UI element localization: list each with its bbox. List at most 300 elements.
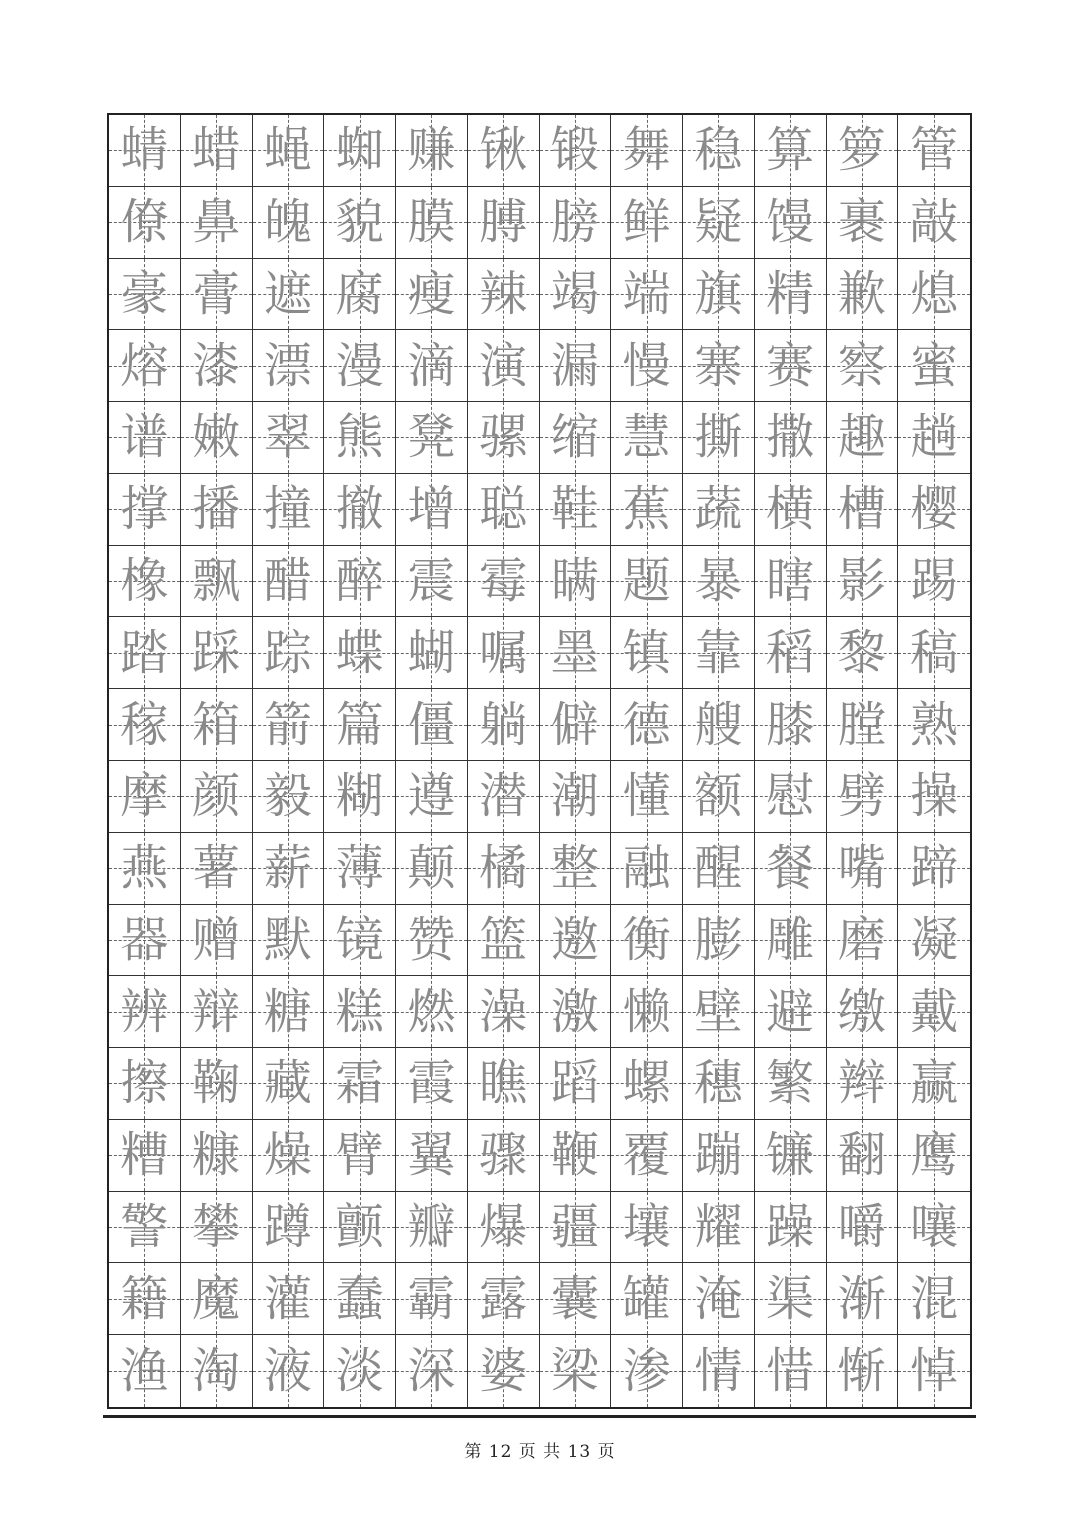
practice-character: 靠 bbox=[694, 624, 743, 681]
grid-cell bbox=[468, 976, 540, 1048]
grid-cell bbox=[827, 976, 899, 1048]
practice-character: 燥 bbox=[263, 1127, 312, 1184]
practice-character: 赠 bbox=[192, 911, 241, 968]
practice-character: 露 bbox=[479, 1270, 528, 1327]
grid-cell bbox=[181, 1335, 253, 1407]
grid-cell bbox=[611, 1048, 683, 1120]
practice-character: 劈 bbox=[837, 768, 886, 825]
grid-cell bbox=[324, 115, 396, 187]
grid-cell bbox=[109, 1335, 181, 1407]
practice-character: 赞 bbox=[407, 911, 456, 968]
grid-cell bbox=[611, 1335, 683, 1407]
grid-cell bbox=[396, 833, 468, 905]
grid-cell bbox=[683, 402, 755, 474]
grid-cell bbox=[396, 761, 468, 833]
practice-character: 镇 bbox=[622, 624, 671, 681]
grid-cell bbox=[827, 761, 899, 833]
practice-character: 辫 bbox=[837, 1055, 886, 1112]
practice-character: 横 bbox=[766, 481, 815, 538]
grid-cell bbox=[611, 259, 683, 331]
practice-character: 篇 bbox=[335, 696, 384, 753]
grid-cell bbox=[898, 1120, 970, 1192]
grid-cell bbox=[253, 976, 325, 1048]
grid-cell bbox=[396, 115, 468, 187]
practice-character: 衡 bbox=[622, 911, 671, 968]
practice-character: 僵 bbox=[407, 696, 456, 753]
practice-character: 整 bbox=[550, 840, 599, 897]
grid-cell bbox=[109, 402, 181, 474]
grid-cell bbox=[396, 187, 468, 259]
grid-cell bbox=[396, 1048, 468, 1120]
grid-cell bbox=[181, 402, 253, 474]
practice-character: 慧 bbox=[622, 409, 671, 466]
grid-cell bbox=[181, 689, 253, 761]
practice-character: 锻 bbox=[550, 122, 599, 179]
practice-character: 踩 bbox=[192, 624, 241, 681]
grid-cell bbox=[396, 1335, 468, 1407]
grid-cell bbox=[396, 617, 468, 689]
grid-cell bbox=[683, 1192, 755, 1264]
practice-character: 悼 bbox=[910, 1343, 959, 1400]
practice-character: 醋 bbox=[263, 553, 312, 610]
grid-cell bbox=[109, 976, 181, 1048]
practice-character: 德 bbox=[622, 696, 671, 753]
practice-character: 默 bbox=[263, 911, 312, 968]
grid-cell bbox=[468, 259, 540, 331]
practice-character: 赢 bbox=[910, 1055, 959, 1112]
practice-character: 漏 bbox=[550, 337, 599, 394]
grid-cell bbox=[827, 1120, 899, 1192]
practice-character: 熊 bbox=[335, 409, 384, 466]
grid-cell bbox=[253, 1120, 325, 1192]
practice-character: 操 bbox=[910, 768, 959, 825]
practice-character: 箭 bbox=[263, 696, 312, 753]
grid-cell bbox=[898, 115, 970, 187]
grid-cell bbox=[468, 1120, 540, 1192]
grid-cell bbox=[181, 617, 253, 689]
grid-cell bbox=[468, 546, 540, 618]
practice-character: 瞧 bbox=[479, 1055, 528, 1112]
grid-cell bbox=[898, 546, 970, 618]
practice-character: 籍 bbox=[120, 1270, 169, 1327]
grid-cell bbox=[827, 1335, 899, 1407]
practice-character: 瓣 bbox=[407, 1199, 456, 1256]
grid-cell bbox=[540, 1192, 612, 1264]
grid-cell bbox=[683, 1263, 755, 1335]
practice-character: 撕 bbox=[694, 409, 743, 466]
grid-cell bbox=[755, 187, 827, 259]
grid-cell bbox=[827, 115, 899, 187]
practice-character: 壤 bbox=[622, 1199, 671, 1256]
footer-divider bbox=[103, 1415, 976, 1418]
practice-character: 遮 bbox=[263, 265, 312, 322]
practice-character: 竭 bbox=[550, 265, 599, 322]
grid-cell bbox=[109, 761, 181, 833]
grid-cell bbox=[324, 1263, 396, 1335]
grid-cell bbox=[683, 187, 755, 259]
practice-character: 馒 bbox=[766, 194, 815, 251]
practice-character: 颜 bbox=[192, 768, 241, 825]
grid-cell bbox=[827, 259, 899, 331]
grid-cell bbox=[755, 1263, 827, 1335]
practice-character: 翼 bbox=[407, 1127, 456, 1184]
practice-character: 瘦 bbox=[407, 265, 456, 322]
grid-cell bbox=[253, 1263, 325, 1335]
grid-cell bbox=[898, 1263, 970, 1335]
grid-cell bbox=[468, 330, 540, 402]
practice-character: 膨 bbox=[694, 911, 743, 968]
grid-cell bbox=[898, 833, 970, 905]
grid-cell bbox=[827, 330, 899, 402]
practice-character: 霜 bbox=[335, 1055, 384, 1112]
practice-character: 蔬 bbox=[694, 481, 743, 538]
practice-character: 橡 bbox=[120, 553, 169, 610]
practice-character: 毅 bbox=[263, 768, 312, 825]
practice-character: 餐 bbox=[766, 840, 815, 897]
grid-cell bbox=[396, 1120, 468, 1192]
grid-cell bbox=[396, 689, 468, 761]
grid-cell bbox=[181, 1192, 253, 1264]
practice-character: 增 bbox=[407, 481, 456, 538]
practice-character: 暴 bbox=[694, 553, 743, 610]
practice-character: 貌 bbox=[335, 194, 384, 251]
grid-cell bbox=[396, 330, 468, 402]
grid-cell bbox=[683, 115, 755, 187]
practice-character: 糟 bbox=[120, 1127, 169, 1184]
practice-character: 薄 bbox=[335, 840, 384, 897]
grid-cell bbox=[253, 833, 325, 905]
grid-cell bbox=[683, 761, 755, 833]
practice-character: 篮 bbox=[479, 911, 528, 968]
grid-cell bbox=[611, 330, 683, 402]
grid-cell bbox=[324, 689, 396, 761]
grid-cell bbox=[611, 474, 683, 546]
practice-character: 渐 bbox=[837, 1270, 886, 1327]
grid-cell bbox=[181, 259, 253, 331]
practice-character: 僚 bbox=[120, 194, 169, 251]
practice-character: 踏 bbox=[120, 624, 169, 681]
grid-cell bbox=[683, 976, 755, 1048]
practice-character: 蹲 bbox=[263, 1199, 312, 1256]
grid-cell bbox=[468, 1192, 540, 1264]
practice-character: 鹰 bbox=[910, 1127, 959, 1184]
grid-cell bbox=[253, 546, 325, 618]
grid-cell bbox=[540, 1048, 612, 1120]
practice-character: 警 bbox=[120, 1199, 169, 1256]
grid-cell bbox=[324, 1048, 396, 1120]
practice-character: 嚼 bbox=[837, 1199, 886, 1256]
practice-character: 赛 bbox=[766, 337, 815, 394]
grid-cell bbox=[755, 546, 827, 618]
practice-character: 摩 bbox=[120, 768, 169, 825]
grid-cell bbox=[468, 115, 540, 187]
grid-cell bbox=[181, 761, 253, 833]
practice-character: 液 bbox=[263, 1343, 312, 1400]
grid-cell bbox=[898, 1048, 970, 1120]
practice-character: 膀 bbox=[550, 194, 599, 251]
grid-cell bbox=[755, 330, 827, 402]
practice-character: 鲜 bbox=[622, 194, 671, 251]
practice-character: 擦 bbox=[120, 1055, 169, 1112]
grid-cell bbox=[540, 187, 612, 259]
practice-character: 攀 bbox=[192, 1199, 241, 1256]
grid-cell bbox=[755, 689, 827, 761]
grid-cell bbox=[109, 905, 181, 977]
practice-character: 混 bbox=[910, 1270, 959, 1327]
practice-character: 蝴 bbox=[407, 624, 456, 681]
grid-cell bbox=[611, 905, 683, 977]
grid-cell bbox=[253, 1192, 325, 1264]
grid-cell bbox=[109, 259, 181, 331]
grid-cell bbox=[611, 689, 683, 761]
practice-character: 震 bbox=[407, 553, 456, 610]
grid-cell bbox=[253, 187, 325, 259]
grid-cell bbox=[253, 905, 325, 977]
practice-character: 裹 bbox=[837, 194, 886, 251]
practice-character: 邀 bbox=[550, 911, 599, 968]
practice-character: 趣 bbox=[837, 409, 886, 466]
practice-character: 翠 bbox=[263, 409, 312, 466]
practice-character: 镜 bbox=[335, 911, 384, 968]
practice-character: 辣 bbox=[479, 265, 528, 322]
grid-cell bbox=[468, 1335, 540, 1407]
practice-character: 熄 bbox=[910, 265, 959, 322]
practice-character: 膏 bbox=[192, 265, 241, 322]
practice-character: 淹 bbox=[694, 1270, 743, 1327]
grid-cell bbox=[540, 761, 612, 833]
practice-character: 豪 bbox=[120, 265, 169, 322]
grid-cell bbox=[540, 617, 612, 689]
grid-cell bbox=[253, 330, 325, 402]
grid-cell bbox=[611, 1120, 683, 1192]
grid-cell bbox=[683, 617, 755, 689]
grid-cell bbox=[181, 546, 253, 618]
practice-character: 繁 bbox=[766, 1055, 815, 1112]
practice-character: 演 bbox=[479, 337, 528, 394]
practice-character: 耀 bbox=[694, 1199, 743, 1256]
practice-character: 慰 bbox=[766, 768, 815, 825]
grid-cell bbox=[181, 1263, 253, 1335]
practice-character: 霉 bbox=[479, 553, 528, 610]
grid-cell bbox=[181, 976, 253, 1048]
grid-cell bbox=[755, 976, 827, 1048]
practice-character: 锹 bbox=[479, 122, 528, 179]
practice-character: 额 bbox=[694, 768, 743, 825]
grid-cell bbox=[324, 617, 396, 689]
grid-cell bbox=[181, 115, 253, 187]
grid-cell bbox=[611, 833, 683, 905]
grid-cell bbox=[181, 905, 253, 977]
grid-cell bbox=[611, 115, 683, 187]
grid-cell bbox=[827, 617, 899, 689]
grid-cell bbox=[396, 402, 468, 474]
practice-character: 聪 bbox=[479, 481, 528, 538]
grid-cell bbox=[396, 474, 468, 546]
practice-character: 稼 bbox=[120, 696, 169, 753]
practice-character: 醒 bbox=[694, 840, 743, 897]
grid-cell bbox=[468, 187, 540, 259]
grid-cell bbox=[827, 905, 899, 977]
grid-cell bbox=[611, 761, 683, 833]
grid-cell bbox=[324, 1335, 396, 1407]
practice-character: 蹦 bbox=[694, 1127, 743, 1184]
practice-character: 潜 bbox=[479, 768, 528, 825]
practice-character: 囊 bbox=[550, 1270, 599, 1327]
grid-cell bbox=[468, 402, 540, 474]
grid-cell bbox=[468, 833, 540, 905]
practice-character: 颤 bbox=[335, 1199, 384, 1256]
practice-character: 嘴 bbox=[837, 840, 886, 897]
practice-character: 懒 bbox=[622, 983, 671, 1040]
practice-character: 踪 bbox=[263, 624, 312, 681]
practice-character: 澡 bbox=[479, 983, 528, 1040]
grid-cell bbox=[827, 689, 899, 761]
grid-cell bbox=[324, 1120, 396, 1192]
practice-character: 算 bbox=[766, 122, 815, 179]
grid-cell bbox=[181, 187, 253, 259]
practice-character: 歉 bbox=[837, 265, 886, 322]
grid-cell bbox=[898, 474, 970, 546]
practice-character: 稻 bbox=[766, 624, 815, 681]
grid-cell bbox=[683, 833, 755, 905]
grid-cell bbox=[611, 976, 683, 1048]
grid-cell bbox=[540, 905, 612, 977]
grid-cell bbox=[755, 905, 827, 977]
practice-character: 腐 bbox=[335, 265, 384, 322]
grid-cell bbox=[755, 1120, 827, 1192]
practice-character: 槽 bbox=[837, 481, 886, 538]
practice-character: 躁 bbox=[766, 1199, 815, 1256]
practice-character: 膝 bbox=[766, 696, 815, 753]
practice-character: 糖 bbox=[263, 983, 312, 1040]
practice-character: 醉 bbox=[335, 553, 384, 610]
grid-cell bbox=[396, 905, 468, 977]
practice-character: 瞎 bbox=[766, 553, 815, 610]
practice-character: 深 bbox=[407, 1343, 456, 1400]
grid-cell bbox=[540, 689, 612, 761]
practice-character: 播 bbox=[192, 481, 241, 538]
character-practice-grid bbox=[107, 113, 972, 1409]
practice-character: 渗 bbox=[622, 1343, 671, 1400]
practice-character: 颠 bbox=[407, 840, 456, 897]
practice-character: 撞 bbox=[263, 481, 312, 538]
grid-cell bbox=[827, 1192, 899, 1264]
grid-cell bbox=[253, 402, 325, 474]
practice-character: 罐 bbox=[622, 1270, 671, 1327]
practice-character: 缴 bbox=[837, 983, 886, 1040]
grid-cell bbox=[898, 689, 970, 761]
grid-cell bbox=[324, 546, 396, 618]
grid-cell bbox=[468, 761, 540, 833]
grid-cell bbox=[109, 187, 181, 259]
grid-cell bbox=[683, 330, 755, 402]
grid-cell bbox=[396, 259, 468, 331]
practice-character: 惭 bbox=[837, 1343, 886, 1400]
practice-character: 蝇 bbox=[263, 122, 312, 179]
grid-cell bbox=[898, 187, 970, 259]
practice-character: 燃 bbox=[407, 983, 456, 1040]
grid-cell bbox=[109, 115, 181, 187]
practice-character: 梁 bbox=[550, 1343, 599, 1400]
practice-character: 覆 bbox=[622, 1127, 671, 1184]
grid-cell bbox=[468, 689, 540, 761]
practice-character: 懂 bbox=[622, 768, 671, 825]
grid-cell bbox=[324, 833, 396, 905]
grid-cell bbox=[827, 546, 899, 618]
practice-character: 影 bbox=[837, 553, 886, 610]
practice-character: 婆 bbox=[479, 1343, 528, 1400]
practice-character: 撤 bbox=[335, 481, 384, 538]
grid-cell bbox=[683, 689, 755, 761]
practice-character: 慢 bbox=[622, 337, 671, 394]
grid-cell bbox=[540, 1335, 612, 1407]
practice-character: 惜 bbox=[766, 1343, 815, 1400]
practice-character: 嘱 bbox=[479, 624, 528, 681]
grid-cell bbox=[540, 546, 612, 618]
practice-character: 磨 bbox=[837, 911, 886, 968]
grid-cell bbox=[468, 1263, 540, 1335]
practice-character: 蠢 bbox=[335, 1270, 384, 1327]
grid-cell bbox=[109, 1120, 181, 1192]
grid-cell bbox=[755, 402, 827, 474]
practice-character: 管 bbox=[910, 122, 959, 179]
practice-character: 滴 bbox=[407, 337, 456, 394]
practice-character: 敲 bbox=[910, 194, 959, 251]
practice-character: 漫 bbox=[335, 337, 384, 394]
practice-character: 箱 bbox=[192, 696, 241, 753]
practice-character: 蜡 bbox=[192, 122, 241, 179]
grid-cell bbox=[396, 976, 468, 1048]
practice-character: 遵 bbox=[407, 768, 456, 825]
grid-cell bbox=[827, 474, 899, 546]
grid-cell bbox=[468, 474, 540, 546]
grid-cell bbox=[755, 761, 827, 833]
practice-character: 蜘 bbox=[335, 122, 384, 179]
grid-cell bbox=[898, 402, 970, 474]
grid-cell bbox=[755, 259, 827, 331]
grid-cell bbox=[109, 474, 181, 546]
grid-cell bbox=[253, 259, 325, 331]
grid-cell bbox=[253, 1048, 325, 1120]
practice-character: 辨 bbox=[120, 983, 169, 1040]
grid-cell bbox=[109, 833, 181, 905]
practice-character: 疆 bbox=[550, 1199, 599, 1256]
practice-character: 辩 bbox=[192, 983, 241, 1040]
practice-character: 魄 bbox=[263, 194, 312, 251]
grid-cell bbox=[253, 689, 325, 761]
practice-character: 潮 bbox=[550, 768, 599, 825]
grid-cell bbox=[683, 905, 755, 977]
grid-cell bbox=[324, 761, 396, 833]
grid-cell bbox=[253, 761, 325, 833]
grid-cell bbox=[683, 474, 755, 546]
grid-cell bbox=[540, 115, 612, 187]
practice-character: 瞒 bbox=[550, 553, 599, 610]
practice-character: 熟 bbox=[910, 696, 959, 753]
grid-cell bbox=[324, 976, 396, 1048]
practice-character: 嚷 bbox=[910, 1199, 959, 1256]
practice-character: 蹄 bbox=[910, 840, 959, 897]
grid-cell bbox=[253, 474, 325, 546]
practice-character: 熔 bbox=[120, 337, 169, 394]
grid-cell bbox=[683, 259, 755, 331]
grid-cell bbox=[396, 546, 468, 618]
grid-cell bbox=[324, 330, 396, 402]
practice-character: 察 bbox=[837, 337, 886, 394]
practice-character: 霸 bbox=[407, 1270, 456, 1327]
grid-cell bbox=[540, 1263, 612, 1335]
grid-cell bbox=[324, 402, 396, 474]
